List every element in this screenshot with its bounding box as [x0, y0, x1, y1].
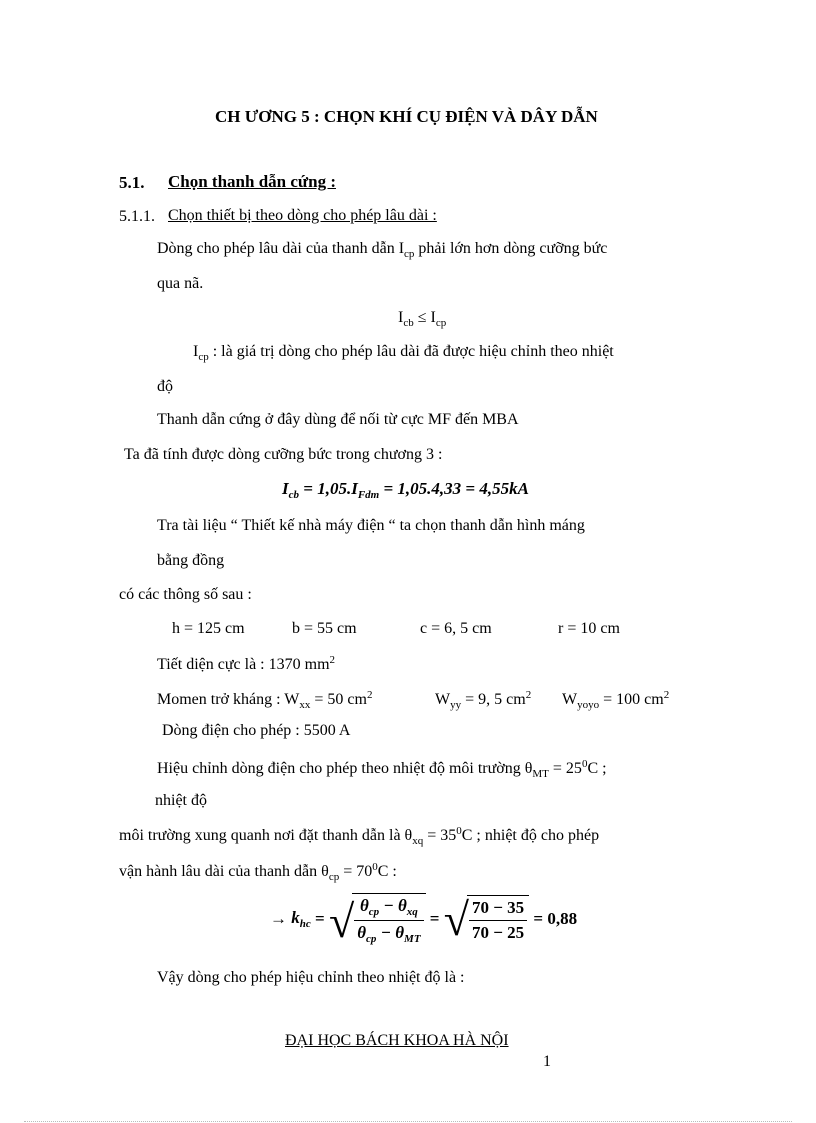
paragraph-current-cont: qua nã. [157, 275, 204, 292]
paragraph-cross-section: Tiết diện cực là : 1370 $mm^2$ [157, 654, 336, 673]
paragraph-params-intro: có các thông số sau : [119, 586, 252, 603]
paragraph-reference-cont: bằng đồng [157, 552, 225, 569]
paragraph-ambient-temp: môi trường xung quanh nơi đặt thanh dẫn là $\theta_{xq} = 35^0C$ ; nhiệt độ cho phép [119, 825, 600, 847]
paragraph-current: Dòng cho phép lâu dài của thanh dẫn $I_{cp}$ phải lớn hơn dòng cưỡng bức [157, 240, 608, 260]
subsection-number: 5.1.1. [119, 208, 155, 225]
paragraph-operating-temp: vận hành lâu dài của thanh dẫn $\theta_{cp} = 70^0C$ : [119, 861, 397, 883]
param-c: c = 6, 5 cm [420, 620, 492, 637]
param-h: h = 125 cm [172, 620, 245, 637]
paragraph-forced-current: Ta đã tính được dòng cưỡng bức trong chương 3 : [124, 446, 443, 463]
param-r: r = 10 cm [558, 620, 620, 637]
modulus-wyy: $W_{yy} = 9$, 5 $cm^2$ [435, 689, 532, 711]
paragraph-icp-def-cont: độ [157, 378, 173, 395]
paragraph-conclusion: Vậy dòng cho phép hiệu chỉnh theo nhiệt độ là : [157, 969, 465, 986]
paragraph-temp-correction-cont: nhiệt độ [155, 792, 207, 809]
inequality: $I_{cb} \le I_{cp}$ [398, 309, 447, 329]
param-b: b = 55 cm [292, 620, 357, 637]
subsection-title: Chọn thiết bị theo dòng cho phép lâu dài : [168, 207, 437, 224]
section-number: 5.1. [119, 173, 145, 192]
equation-icb: $I_{cb} = 1,05.I_{Fdm} = 1,05.4,33 = 4,55kA$ [282, 479, 529, 501]
chapter-title: CH ƯƠNG 5 : CHỌN KHÍ CỤ ĐIỆN VÀ DÂY DẪN [215, 107, 598, 126]
page-number: 1 [543, 1053, 551, 1070]
paragraph-busbar: Thanh dẫn cứng ở đây dùng để nối từ cực MF đến MBA [157, 411, 519, 428]
paragraph-reference: Tra tài liệu “ Thiết kế nhà máy điện “ ta chọn thanh dẫn hình máng [157, 517, 585, 534]
footer-school: ĐẠI HỌC BÁCH KHOA HÀ NỘI [285, 1032, 509, 1049]
modulus-wyoyo: $W_{yoyo} = 100$ $cm^2$ [562, 689, 670, 711]
paragraph-icp-def: $I_{cp}$ : là giá trị dòng cho phép lâu dài đã được hiệu chỉnh theo nhiệt [193, 343, 614, 363]
page-bottom-border [24, 1121, 792, 1122]
section-title: Chọn thanh dẫn cứng : [168, 172, 336, 191]
paragraph-allowed-current: Dòng điện cho phép : 5500 A [162, 722, 351, 739]
paragraph-temp-correction: Hiệu chỉnh dòng điện cho phép theo nhiệt độ môi trường $\theta_{MT} = 25^0C$ ; [157, 758, 607, 780]
equation-khc: → $k_{hc}$ = √ $\frac{\theta_{cp} - \theta_{xq}}{\theta_{cp} - \theta_{MT}}$ = √ $\frac{70 - 35}{70 - 25}$ = 0,88 [270, 894, 578, 947]
paragraph-section-modulus: Momen trở kháng : $W_{xx} = 50$ $cm^2$ [157, 689, 373, 711]
